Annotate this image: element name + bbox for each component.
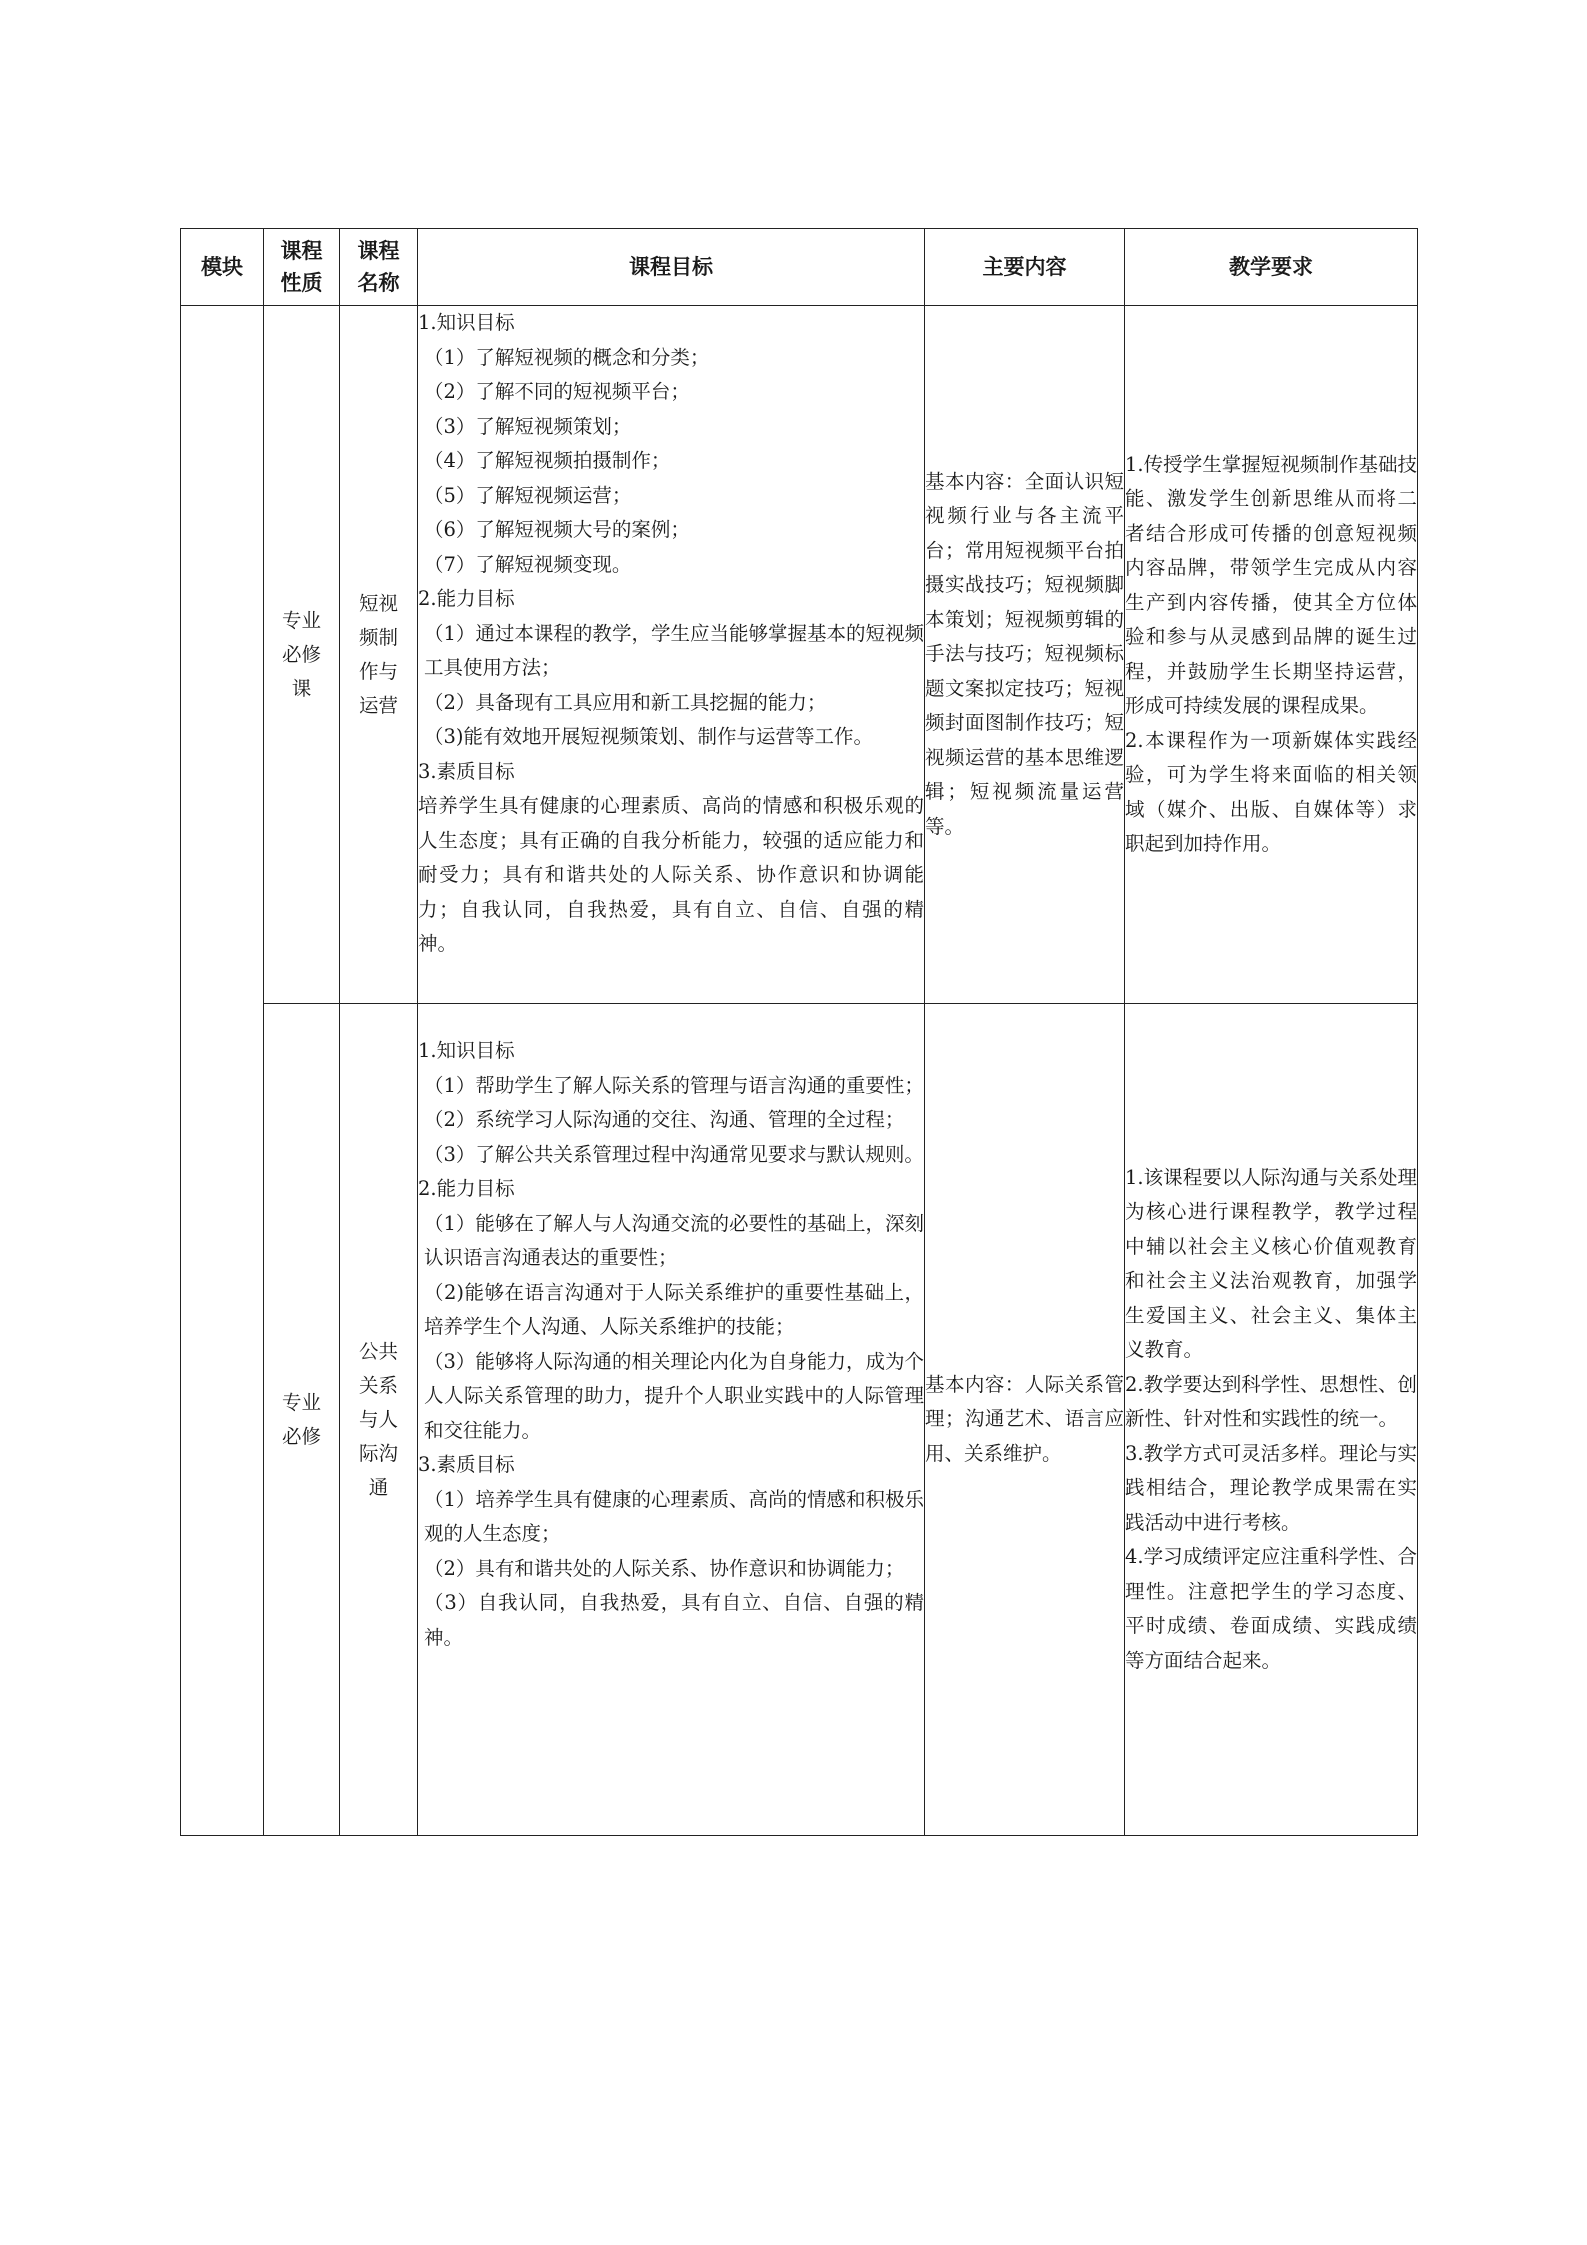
- course-row-short-video: [181, 306, 1418, 1004]
- goal-heading: 3.素质目标: [418, 759, 515, 783]
- goal-item: （1）能够在了解人与人沟通交流的必要性的基础上，深刻认识语言沟通表达的重要性；: [424, 1211, 924, 1269]
- header-nature-text: 课程 性质: [280, 238, 323, 295]
- goal-item: （1）帮助学生了解人际关系的管理与语言沟通的重要性；: [424, 1073, 924, 1097]
- header-requirements: 教学要求: [1125, 229, 1418, 306]
- goal-item: （5）了解短视频运营；: [424, 483, 632, 507]
- course-table: [180, 228, 1418, 1836]
- goal-item: （2）系统学习人际沟通的交往、沟通、管理的全过程；: [424, 1108, 905, 1131]
- goal-item: （3)能有效地开展短视频策划、制作与运营等工作。: [424, 725, 874, 748]
- main-content-text: 基本内容：人际关系管理；沟通艺术、语言应用、关系维护。: [925, 1372, 1124, 1465]
- requirement-item: 1.该课程要以人际沟通与关系处理为核心进行课程教学，教学过程中辅以社会主义核心价值观教育和社会主义法治观教育，加强学生爱国主义、社会主义、集体主义教育。: [1125, 1165, 1417, 1362]
- main-content-text: 基本内容：全面认识短视频行业与各主流平台；常用短视频平台拍摄实战技巧；短视频脚本策划；短视频剪辑的手法与技巧；短视频标题文案拟定技巧；短视频封面图制作技巧；短视频运营的基本思维逻辑；短视频流量运营等。: [925, 469, 1124, 838]
- teaching-requirements-cell: [1125, 1004, 1418, 1836]
- header-name: [340, 229, 418, 306]
- header-module: 模块: [181, 229, 264, 306]
- header-goals: 课程目标: [418, 229, 925, 306]
- header-nature: [264, 229, 340, 306]
- requirement-item: 4.学习成绩评定应注重科学性、合理性。注意把学生的学习态度、平时成绩、卷面成绩、实践成绩等方面结合起来。: [1125, 1545, 1417, 1672]
- goal-item: （1）通过本课程的教学，学生应当能够掌握基本的短视频工具使用方法；: [424, 621, 924, 679]
- goal-item: （3）了解短视频策划；: [424, 414, 632, 438]
- header-name-text: 课程 名称: [357, 238, 400, 295]
- course-name-cell: 短视 频制 作与 运营: [340, 306, 418, 1004]
- requirement-item: 1.传授学生掌握短视频制作基础技能、激发学生创新思维从而将二者结合形成可传播的创意短视频内容品牌，带领学生完成从内容生产到内容传播，使其全方位体验和参与从灵感到品牌的诞生过程，并鼓励学生长期坚持运营，形成可持续发展的课程成果。: [1125, 452, 1417, 717]
- goal-item: （2）具备现有工具应用和新工具挖掘的能力；: [424, 690, 827, 714]
- goal-item: 培养学生具有健康的心理素质、高尚的情感和积极乐观的人生态度；具有正确的自我分析能力，较强的适应能力和耐受力；具有和谐共处的人际关系、协作意识和协调能力；自我认同，自我热爱，具有自立、自信、自强的精神。: [418, 794, 924, 955]
- goal-item: （3）能够将人际沟通的相关理论内化为自身能力，成为个人人际关系管理的助力，提升个人职业实践中的人际管理和交往能力。: [424, 1349, 924, 1442]
- module-cell: [181, 306, 264, 1836]
- goal-item: （4）了解短视频拍摄制作；: [424, 449, 671, 472]
- main-content-cell: [925, 306, 1125, 1004]
- teaching-requirements-cell: [1125, 306, 1418, 1004]
- header-content: 主要内容: [925, 229, 1125, 306]
- main-content-cell: [925, 1004, 1125, 1836]
- goal-item: （2）了解不同的短视频平台；: [424, 380, 690, 403]
- goal-item: （2)能够在语言沟通对于人际关系维护的重要性基础上，培养学生个人沟通、人际关系维护的技能；: [424, 1280, 924, 1338]
- course-goals-cell: [418, 1004, 925, 1836]
- goal-item: （7）了解短视频变现。: [424, 552, 632, 576]
- goal-item: （1）了解短视频的概念和分类；: [424, 345, 710, 369]
- course-goals-cell: [418, 306, 925, 1004]
- header-row: [181, 229, 1418, 306]
- goal-heading: 1.知识目标: [418, 311, 515, 334]
- requirement-item: 2.本课程作为一项新媒体实践经验，可为学生将来面临的相关领域（媒介、出版、自媒体等）求职起到加持作用。: [1125, 728, 1417, 855]
- course-nature-cell: 专业 必修 课: [264, 306, 340, 1004]
- goal-item: （3）自我认同，自我热爱，具有自立、自信、自强的精神。: [424, 1591, 924, 1649]
- course-nature-cell: 专业 必修: [264, 1004, 340, 1836]
- goal-item: （2）具有和谐共处的人际关系、协作意识和协调能力；: [424, 1556, 905, 1580]
- goal-heading: 2.能力目标: [418, 587, 515, 610]
- goal-heading: 3.素质目标: [418, 1453, 515, 1476]
- course-name-cell: 公共 关系 与人 际沟 通: [340, 1004, 418, 1836]
- course-row-public-relations: [181, 1004, 1418, 1836]
- requirement-item: 2.教学要达到科学性、思想性、创新性、针对性和实践性的统一。: [1125, 1372, 1417, 1431]
- goal-heading: 2.能力目标: [418, 1177, 515, 1200]
- goal-item: （1）培养学生具有健康的心理素质、高尚的情感和积极乐观的人生态度；: [424, 1487, 924, 1545]
- goal-item: （6）了解短视频大号的案例；: [424, 518, 690, 541]
- goal-item: （3）了解公共关系管理过程中沟通常见要求与默认规则。: [424, 1142, 924, 1166]
- goal-heading: 1.知识目标: [418, 1039, 515, 1062]
- requirement-item: 3.教学方式可灵活多样。理论与实践相结合，理论教学成果需在实践活动中进行考核。: [1125, 1441, 1417, 1534]
